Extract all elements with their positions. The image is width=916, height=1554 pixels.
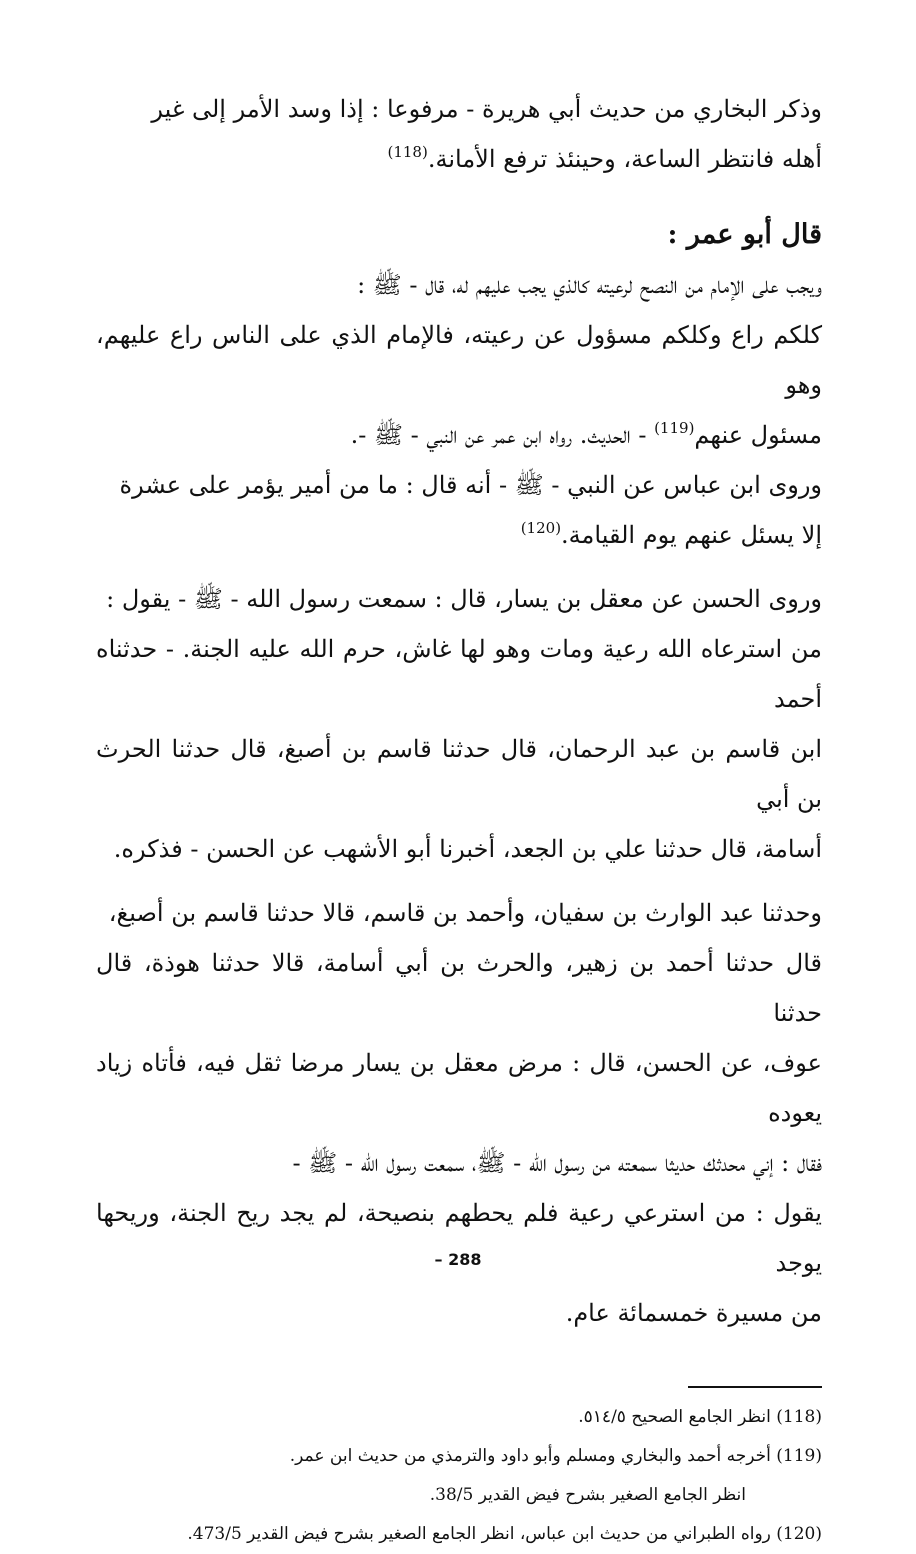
text-line: كلكم راع وكلكم مسؤول عن رعيته، فالإمام الذي على الناس راع عليهم، وهو (96, 321, 822, 399)
page-number: – 288 (434, 1250, 482, 1269)
footnote-ref-120: (120) (520, 519, 562, 537)
footnote-118: (118) انظر الجامع الصحيح ٥١٤/٥. (578, 1407, 822, 1427)
paragraph-5 (96, 888, 822, 1338)
text-line: ابن قاسم بن عبد الرحمان، قال حدثنا قاسم بن أصبغ، قال حدثنا الحرث بن أبي (96, 735, 822, 813)
paragraph-3 (96, 460, 822, 560)
section-heading: قال أبو عمر : (667, 219, 822, 250)
text-line: وذكر البخاري من حديث أبي هريرة - مرفوعا : إذا وسد الأمر إلى غير (151, 95, 822, 123)
paragraph-4 (96, 574, 822, 874)
text-line (96, 410, 822, 460)
footnote-119: (119) أخرجه أحمد والبخاري ومسلم وأبو داود والترمذي من حديث ابن عمر. (289, 1446, 822, 1466)
text-line (96, 510, 822, 560)
text-line (96, 134, 822, 184)
paragraph-2 (96, 260, 822, 460)
text-span: إلا يسئل عنهم يوم القيامة. (561, 521, 822, 549)
footnote-ref-119: (119) (654, 419, 695, 437)
text-line: قال حدثنا أحمد بن زهير، والحرث بن أبي أسامة، قالا حدثنا هوذة، قال حدثنا (96, 949, 822, 1027)
footnote-divider (688, 1386, 822, 1388)
text-line: فقال : إني محدثك حديثا سمعته من رسول الله - ﷺ، سمعت رسول الله - ﷺ - (292, 1149, 822, 1177)
text-span: مسئول عنهم (694, 421, 822, 449)
text-line: وروى ابن عباس عن النبي - ﷺ - أنه قال : ما من أمير يؤمر على عشرة (119, 471, 822, 499)
text-line: عوف، عن الحسن، قال : مرض معقل بن يسار مرضا ثقل فيه، فأتاه زياد يعوده (96, 1049, 822, 1127)
paragraph-1 (96, 84, 822, 184)
footnote-ref-118: (118) (387, 143, 428, 161)
text-line: أسامة، قال حدثنا علي بن الجعد، أخبرنا أبو الأشهب عن الحسن - فذكره. (113, 835, 822, 863)
footnotes (96, 1386, 822, 1554)
footnote-119-continuation: انظر الجامع الصغير بشرح فيض القدير 38/5. (429, 1485, 746, 1505)
text-line: ويجب على الإمام من النصح لرعيته كالذي يجب عليهم له، قال - ﷺ : (357, 271, 822, 299)
footnote-120: (120) رواه الطبراني من حديث ابن عباس، انظر الجامع الصغير بشرح فيض القدير 473/5. (187, 1524, 822, 1544)
text-span: أهله فانتظر الساعة، وحينئذ ترفع الأمانة. (427, 145, 822, 173)
text-line: من استرعاه الله رعية ومات وهو لها غاش، حرم الله عليه الجنة. - حدثناه أحمد (96, 635, 822, 713)
text-span: - الحديث. رواه ابن عمر عن النبي - ﷺ -. (350, 421, 655, 449)
text-line: وحدثنا عبد الوارث بن سفيان، وأحمد بن قاسم، قالا حدثنا قاسم بن أصبغ، (108, 899, 822, 927)
text-line: وروى الحسن عن معقل بن يسار، قال : سمعت رسول الله - ﷺ - يقول : (106, 585, 822, 613)
text-line: يقول : من استرعي رعية فلم يحطهم بنصيحة، لم يجد ريح الجنة، وريحها يوجد (96, 1199, 822, 1277)
text-line: من مسيرة خمسمائة عام. (565, 1299, 822, 1327)
